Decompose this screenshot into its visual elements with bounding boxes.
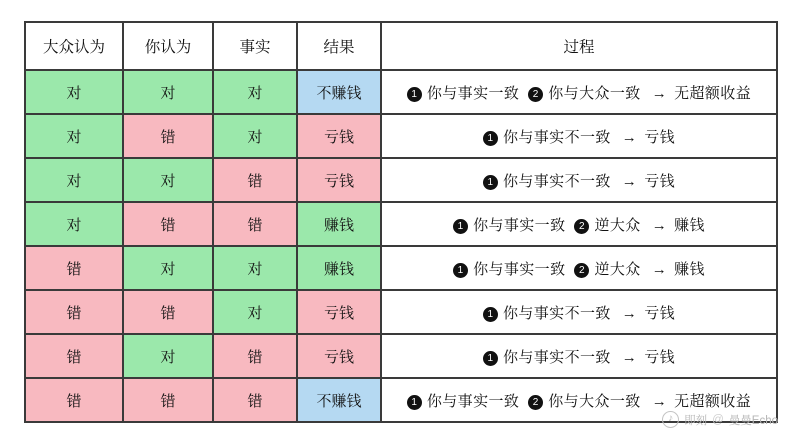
table-row bbox=[25, 114, 777, 158]
cell-you: 错 bbox=[123, 202, 213, 246]
cell-crowd: 对 bbox=[25, 202, 123, 246]
cell-you: 对 bbox=[123, 334, 213, 378]
step-text: 你与大众一致 bbox=[548, 84, 641, 102]
table-body bbox=[25, 70, 777, 422]
cell-crowd: 对 bbox=[25, 158, 123, 202]
step-text: 你与事实一致 bbox=[426, 84, 520, 102]
column-header-fact: 事实 bbox=[213, 22, 297, 70]
column-header-result: 结果 bbox=[297, 22, 381, 70]
cell-crowd: 对 bbox=[25, 70, 123, 114]
arrow-icon: → bbox=[621, 348, 638, 366]
cell-you: 错 bbox=[123, 114, 213, 158]
process-step bbox=[574, 261, 640, 278]
step-number-badge: 1 bbox=[407, 87, 422, 102]
table-header-row bbox=[25, 22, 777, 70]
table-row bbox=[25, 202, 777, 246]
arrow-icon: → bbox=[651, 216, 668, 234]
step-number-badge: 1 bbox=[453, 219, 468, 234]
cell-result: 亏钱 bbox=[297, 334, 381, 378]
process-step bbox=[483, 349, 611, 366]
process-step bbox=[407, 393, 519, 410]
column-header-process: 过程 bbox=[381, 22, 777, 70]
process-step bbox=[483, 129, 611, 146]
process-step bbox=[453, 217, 565, 234]
arrow-icon: → bbox=[651, 84, 668, 102]
step-text: 你与事实不一致 bbox=[502, 128, 611, 146]
cell-crowd: 错 bbox=[25, 290, 123, 334]
column-header-you: 你认为 bbox=[123, 22, 213, 70]
cell-crowd: 错 bbox=[25, 246, 123, 290]
cell-process bbox=[381, 158, 777, 202]
step-text: 你与事实一致 bbox=[426, 392, 520, 410]
table-row bbox=[25, 158, 777, 202]
cell-fact: 对 bbox=[213, 290, 297, 334]
arrow-icon: → bbox=[651, 392, 668, 410]
process-conclusion: 无超额收益 bbox=[674, 84, 752, 102]
process-conclusion: 亏钱 bbox=[644, 348, 676, 366]
cell-result: 不赚钱 bbox=[297, 378, 381, 422]
step-number-badge: 1 bbox=[453, 263, 468, 278]
process-step bbox=[528, 393, 640, 410]
arrow-icon: → bbox=[621, 172, 638, 190]
cell-you: 对 bbox=[123, 158, 213, 202]
step-text: 你与事实一致 bbox=[473, 260, 566, 278]
step-text: 你与事实不一致 bbox=[502, 348, 611, 366]
table-row bbox=[25, 70, 777, 114]
cell-crowd: 错 bbox=[25, 334, 123, 378]
step-number-badge: 2 bbox=[528, 395, 543, 410]
cell-crowd: 错 bbox=[25, 378, 123, 422]
process-conclusion: 亏钱 bbox=[644, 172, 676, 190]
cell-process bbox=[381, 246, 777, 290]
table-row bbox=[25, 334, 777, 378]
watermark-user: 曼曼Echo bbox=[728, 414, 778, 427]
step-text: 逆大众 bbox=[594, 216, 641, 234]
music-note-icon: ♪ bbox=[662, 411, 679, 428]
watermark bbox=[662, 411, 778, 428]
cell-fact: 错 bbox=[213, 202, 297, 246]
arrow-icon: → bbox=[651, 260, 668, 278]
cell-result: 赚钱 bbox=[297, 246, 381, 290]
cell-crowd: 对 bbox=[25, 114, 123, 158]
watermark-separator: @ bbox=[712, 413, 724, 426]
cell-fact: 错 bbox=[213, 158, 297, 202]
step-text: 你与大众一致 bbox=[548, 392, 641, 410]
cell-fact: 对 bbox=[213, 70, 297, 114]
step-number-badge: 1 bbox=[483, 307, 498, 322]
process-conclusion: 亏钱 bbox=[644, 304, 676, 322]
step-number-badge: 2 bbox=[574, 263, 589, 278]
process-conclusion: 无超额收益 bbox=[674, 392, 752, 410]
step-number-badge: 1 bbox=[483, 175, 498, 190]
arrow-icon: → bbox=[621, 304, 638, 322]
cell-process bbox=[381, 114, 777, 158]
step-number-badge: 1 bbox=[483, 351, 498, 366]
process-step bbox=[453, 261, 565, 278]
cell-result: 亏钱 bbox=[297, 290, 381, 334]
cell-you: 错 bbox=[123, 290, 213, 334]
cell-result: 不赚钱 bbox=[297, 70, 381, 114]
process-conclusion: 亏钱 bbox=[644, 128, 676, 146]
step-text: 你与事实不一致 bbox=[502, 172, 611, 190]
process-step bbox=[483, 305, 611, 322]
cell-result: 赚钱 bbox=[297, 202, 381, 246]
process-step bbox=[483, 173, 611, 190]
step-number-badge: 1 bbox=[483, 131, 498, 146]
cell-you: 对 bbox=[123, 70, 213, 114]
table-row bbox=[25, 246, 777, 290]
cell-fact: 错 bbox=[213, 378, 297, 422]
process-step bbox=[407, 85, 519, 102]
process-conclusion: 赚钱 bbox=[674, 260, 705, 278]
step-text: 逆大众 bbox=[594, 260, 641, 278]
process-step bbox=[574, 217, 640, 234]
step-text: 你与事实不一致 bbox=[502, 304, 611, 322]
cell-fact: 错 bbox=[213, 334, 297, 378]
watermark-app: 即刻 bbox=[684, 414, 708, 427]
process-step bbox=[528, 85, 640, 102]
step-number-badge: 1 bbox=[407, 395, 422, 410]
process-conclusion: 赚钱 bbox=[674, 216, 705, 234]
step-number-badge: 2 bbox=[574, 219, 589, 234]
cell-fact: 对 bbox=[213, 114, 297, 158]
table-row bbox=[25, 290, 777, 334]
cell-process bbox=[381, 334, 777, 378]
step-number-badge: 2 bbox=[528, 87, 543, 102]
decision-matrix-table bbox=[24, 21, 778, 423]
arrow-icon: → bbox=[621, 128, 638, 146]
cell-result: 亏钱 bbox=[297, 158, 381, 202]
cell-process bbox=[381, 202, 777, 246]
step-text: 你与事实一致 bbox=[473, 216, 566, 234]
cell-you: 错 bbox=[123, 378, 213, 422]
cell-process bbox=[381, 290, 777, 334]
column-header-crowd: 大众认为 bbox=[25, 22, 123, 70]
cell-you: 对 bbox=[123, 246, 213, 290]
cell-process bbox=[381, 70, 777, 114]
cell-result: 亏钱 bbox=[297, 114, 381, 158]
cell-fact: 对 bbox=[213, 246, 297, 290]
